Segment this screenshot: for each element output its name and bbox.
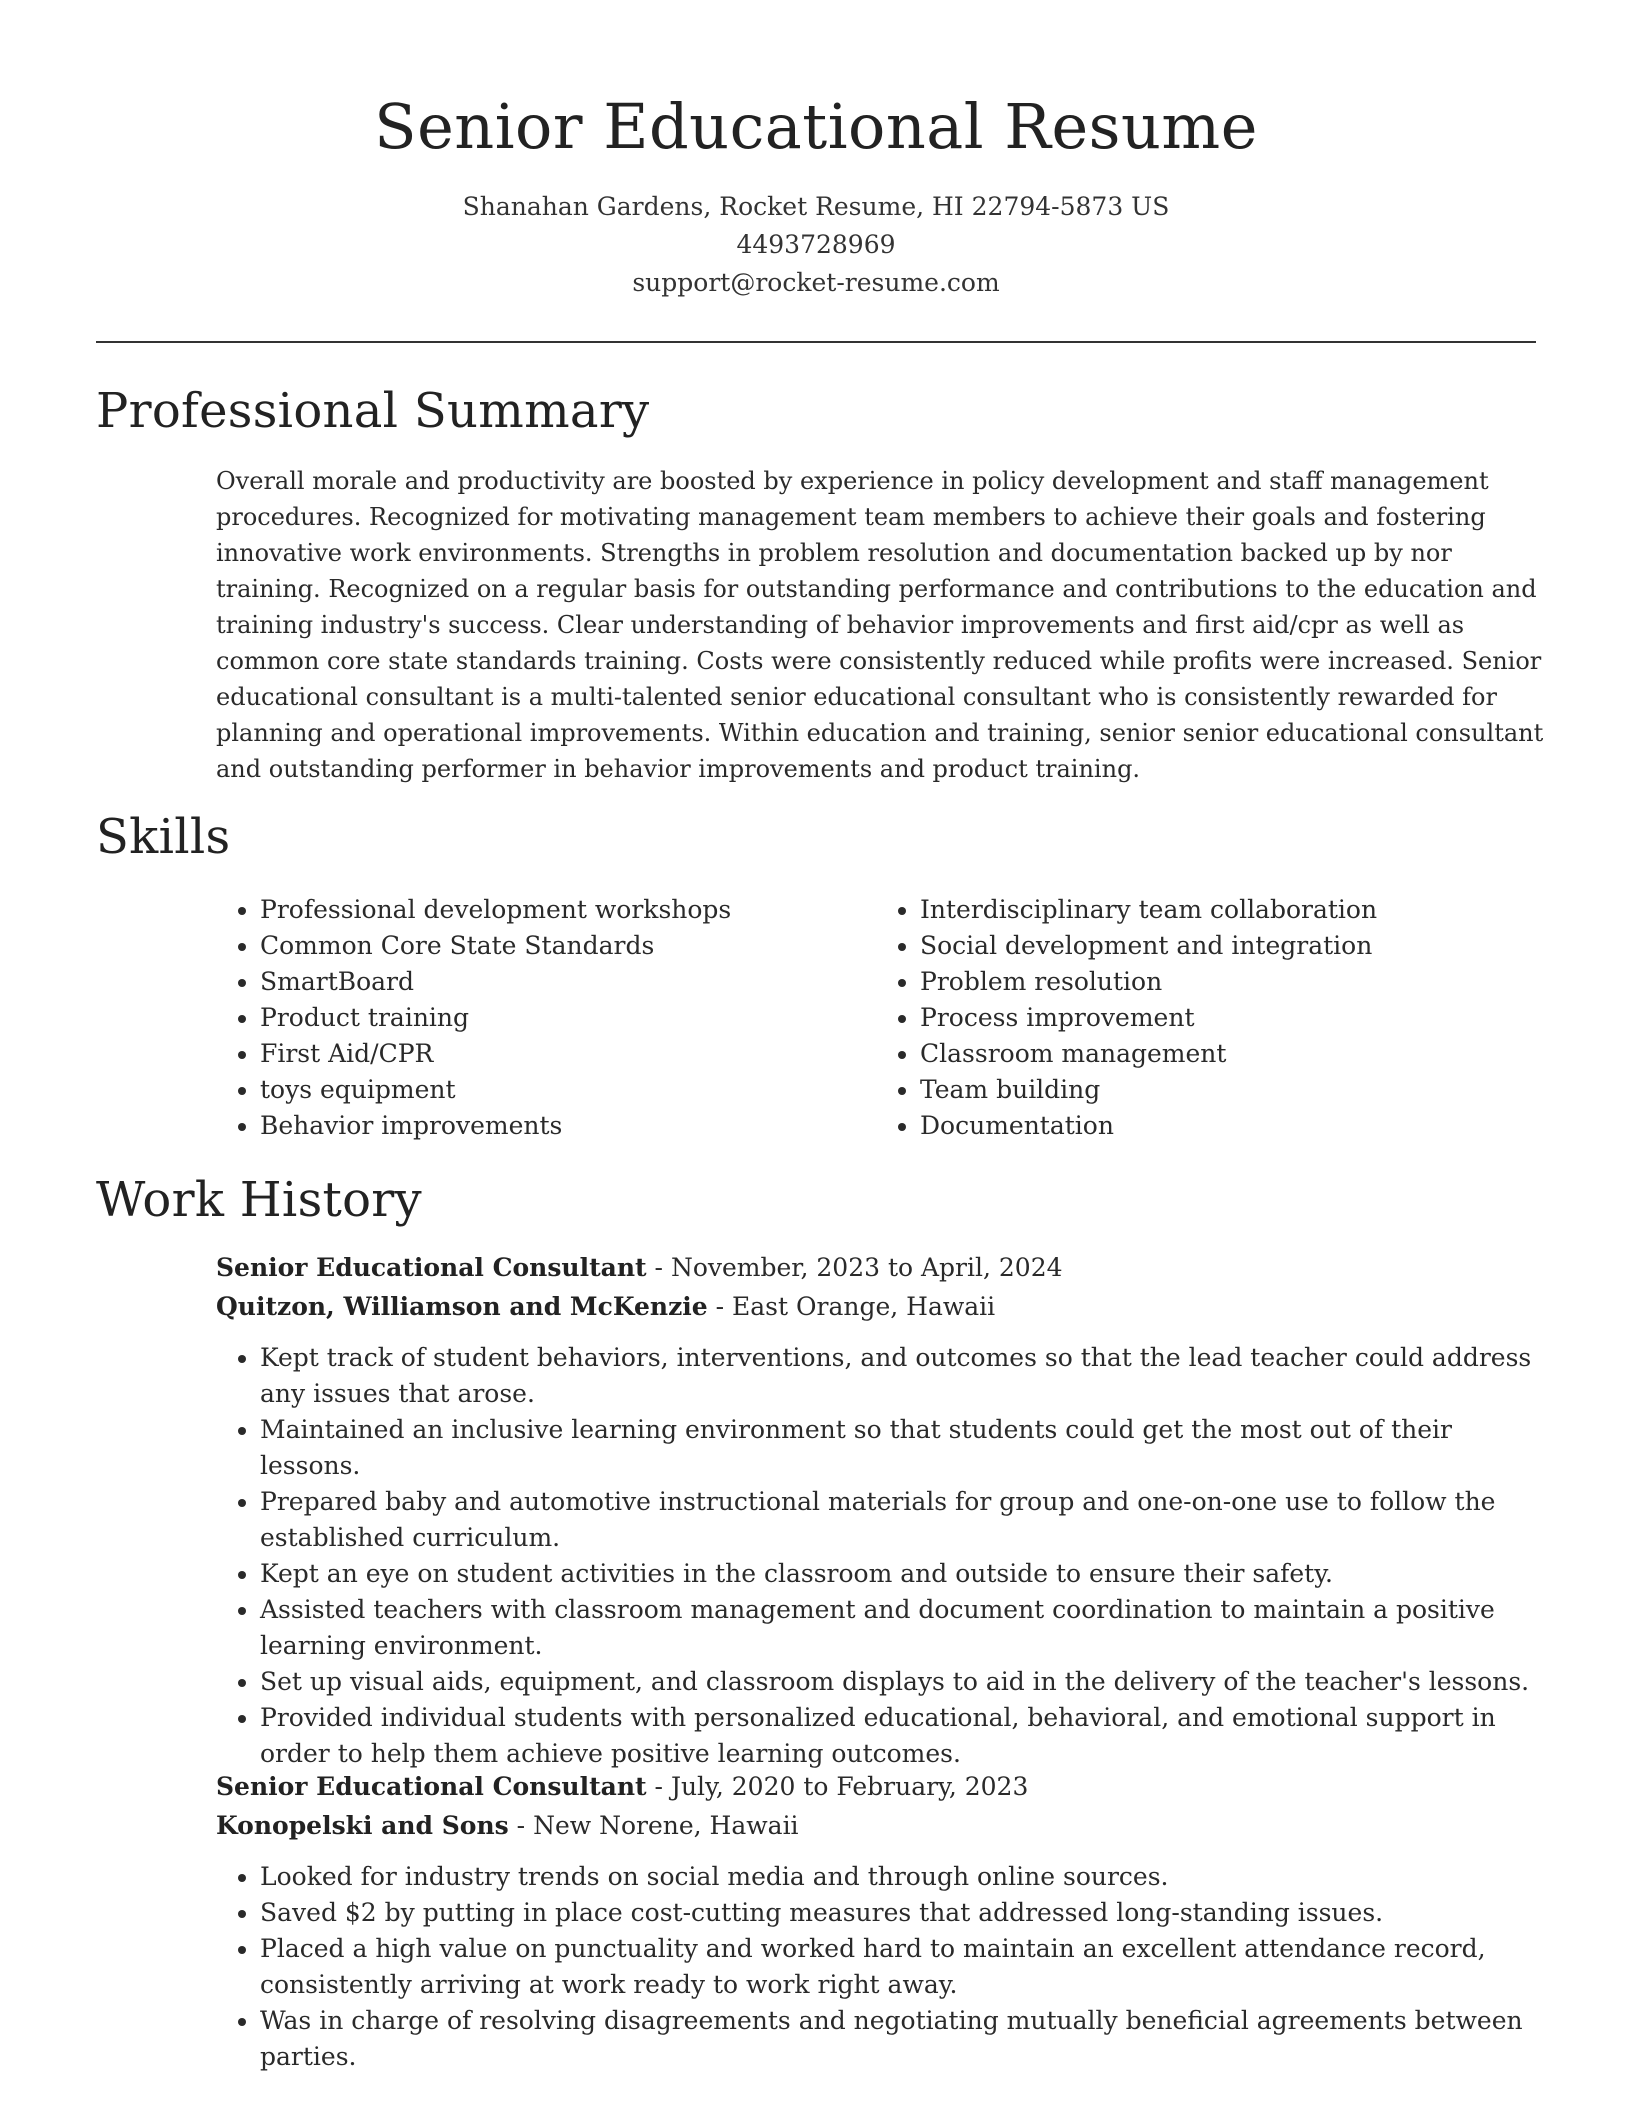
job-bullet: • Set up visual aids, equipment, and classroom displays to aid in the delivery of the teacher's lessons.	[260, 1664, 1546, 1700]
skill-item: • toys equipment	[260, 1072, 876, 1108]
separator: -	[707, 1292, 733, 1321]
resume-header	[96, 80, 1536, 302]
skills-column-left	[216, 892, 876, 1144]
skill-item: • Common Core State Standards	[260, 928, 876, 964]
job-location: East Orange, Hawaii	[732, 1292, 996, 1321]
job-bullet: • Assisted teachers with classroom management and document coordination to maintain a positive learning environment.	[260, 1592, 1546, 1664]
job-bullets	[216, 1859, 1546, 2075]
separator: -	[646, 1253, 671, 1282]
section-title-summary: Professional Summary	[96, 383, 650, 439]
job-bullet: • Kept track of student behaviors, interventions, and outcomes so that the lead teacher could address any issues that arose.	[260, 1340, 1546, 1412]
header-divider	[96, 341, 1536, 343]
job-bullets	[216, 1340, 1546, 1772]
summary-text: Overall morale and productivity are boosted by experience in policy development and staff management procedures. Recognized for motivating management team members to achieve their goals and fostering innovative work environments. Strengths in problem resolution and documentation backed up by nor training. Recognized on a regular basis for outstanding performance and contributions to the education and training industry's success. Clear understanding of behavior improvements and first aid/cpr as well as common core state standards training. Costs were consistently reduced while profits were increased. Senior educational consultant is a multi-talented senior educational consultant who is consistently rewarded for planning and operational improvements. Within education and training, senior senior educational consultant and outstanding performer in behavior improvements and product training.	[216, 467, 1544, 783]
skill-item: • Behavior improvements	[260, 1108, 876, 1144]
contact-email: support@rocket-resume.com	[632, 268, 1000, 297]
skill-item: • Interdisciplinary team collaboration	[920, 892, 1536, 928]
job-bullet: • Prepared baby and automotive instructional materials for group and one-on-one use to follow the established curriculum.	[260, 1484, 1546, 1556]
skill-item: • Product training	[260, 1000, 876, 1036]
skill-item: • Documentation	[920, 1108, 1536, 1144]
skills-column-right	[876, 892, 1536, 1144]
job-company: Konopelski and Sons	[216, 1811, 509, 1840]
job-bullet: • Saved $2 by putting in place cost-cutting measures that addressed long-standing issues.	[260, 1895, 1546, 1931]
separator: -	[646, 1772, 671, 1801]
skill-item: • Process improvement	[920, 1000, 1536, 1036]
resume-title: Senior Educational Resume	[374, 90, 1258, 163]
job-bullet: • Kept an eye on student activities in the classroom and outside to ensure their safety.	[260, 1556, 1546, 1592]
job-heading	[216, 1248, 1546, 1287]
job-bullet: • Provided individual students with personalized educational, behavioral, and emotional support in order to help them achieve positive learning outcomes.	[260, 1700, 1546, 1772]
skill-item: • First Aid/CPR	[260, 1036, 876, 1072]
skill-item: • SmartBoard	[260, 964, 876, 1000]
contact-phone: 4493728969	[736, 230, 896, 259]
job-title: Senior Educational Consultant	[216, 1253, 647, 1282]
contact-address: Shanahan Gardens, Rocket Resume, HI 22794-5873 US	[462, 192, 1170, 221]
job-bullet: • Looked for industry trends on social media and through online sources.	[260, 1859, 1546, 1895]
skills-list	[216, 892, 1536, 1144]
separator: -	[508, 1811, 534, 1840]
section-title-skills: Skills	[96, 809, 231, 865]
job-entry	[216, 1767, 1546, 2075]
job-title: Senior Educational Consultant	[216, 1772, 647, 1801]
job-employer	[216, 1287, 1546, 1326]
job-bullet: • Placed a high value on punctuality and worked hard to maintain an excellent attendance record, consistently arriving at work ready to work right away.	[260, 1931, 1546, 2003]
skill-item: • Classroom management	[920, 1036, 1536, 1072]
job-bullet: • Was in charge of resolving disagreements and negotiating mutually beneficial agreements between parties.	[260, 2003, 1546, 2075]
section-title-work-history: Work History	[96, 1172, 422, 1228]
job-entry	[216, 1248, 1546, 1772]
skill-item: • Professional development workshops	[260, 892, 876, 928]
job-employer	[216, 1806, 1546, 1845]
job-dates: July, 2020 to February, 2023	[670, 1772, 1029, 1801]
job-company: Quitzon, Williamson and McKenzie	[216, 1292, 708, 1321]
job-bullet: • Maintained an inclusive learning environment so that students could get the most out of their lessons.	[260, 1412, 1546, 1484]
job-heading	[216, 1767, 1546, 1806]
job-dates: November, 2023 to April, 2024	[670, 1253, 1063, 1282]
job-location: New Norene, Hawaii	[533, 1811, 799, 1840]
skill-item: • Team building	[920, 1072, 1536, 1108]
skill-item: • Problem resolution	[920, 964, 1536, 1000]
skill-item: • Social development and integration	[920, 928, 1536, 964]
